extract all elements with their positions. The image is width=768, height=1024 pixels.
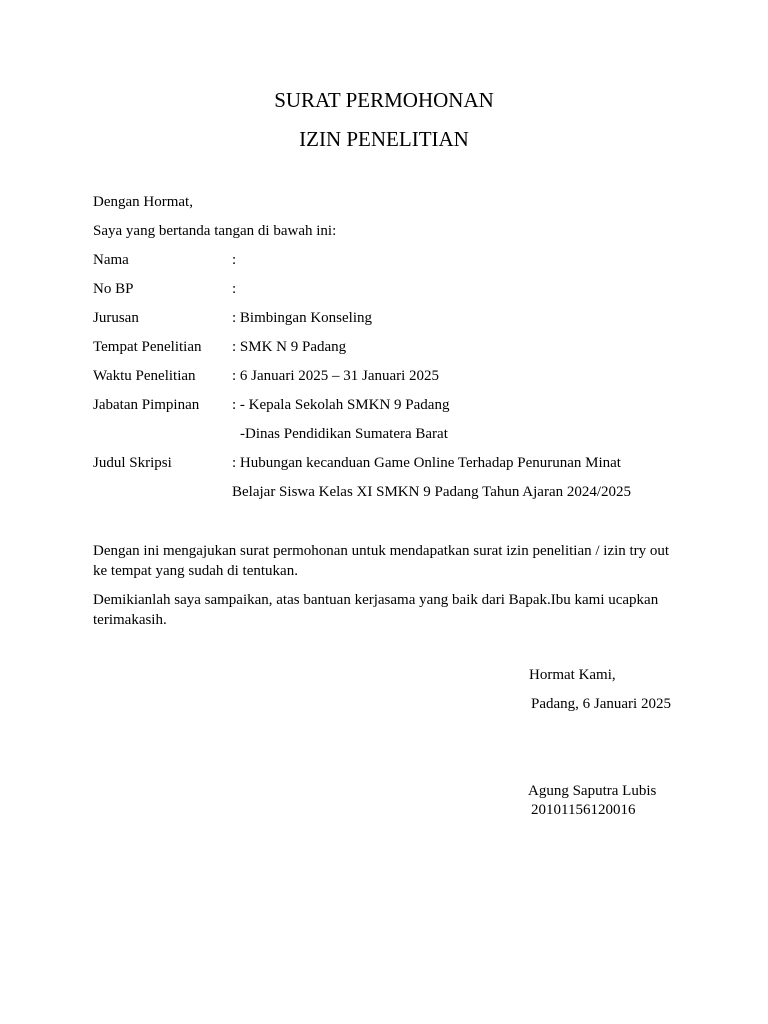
field-judul-label: Judul Skripsi xyxy=(93,455,172,471)
greeting: Dengan Hormat, xyxy=(93,194,193,210)
request-paragraph: Dengan ini mengajukan surat permohonan untuk mendapatkan surat izin penelitian / izin try out ke tempat yang sudah di tentukan. xyxy=(93,543,670,579)
signature-name: Agung Saputra Lubis xyxy=(528,783,657,799)
field-no-bp-label: No BP xyxy=(93,281,134,297)
field-nama-value: : xyxy=(232,252,237,268)
field-judul-value-line-1: : Hubungan kecanduan Game Online Terhadap Penurunan Minat xyxy=(232,455,621,471)
signature-id: 20101156120016 xyxy=(531,802,636,818)
field-no-bp-value: : xyxy=(232,281,237,297)
field-jabatan-value-line-2: -Dinas Pendidikan Sumatera Barat xyxy=(240,426,448,442)
closing-paragraph: Demikianlah saya sampaikan, atas bantuan kerjasama yang baik dari Bapak.Ibu kami ucapkan terimakasih. xyxy=(93,592,659,628)
field-jurusan-value: : Bimbingan Konseling xyxy=(232,310,372,326)
field-tempat-value: : SMK N 9 Padang xyxy=(232,339,347,355)
intro-text: Saya yang bertanda tangan di bawah ini: xyxy=(93,223,337,239)
letter-title-line-2: IZIN PENELITIAN xyxy=(299,127,469,151)
signature-place-date: Padang, 6 Januari 2025 xyxy=(531,696,671,712)
field-jabatan-value-line-1: : - Kepala Sekolah SMKN 9 Padang xyxy=(232,397,450,413)
field-waktu-value: : 6 Januari 2025 – 31 Januari 2025 xyxy=(232,368,440,384)
letter-title-line-1: SURAT PERMOHONAN xyxy=(274,88,494,112)
signature-salutation: Hormat Kami, xyxy=(529,667,616,683)
field-judul-value-line-2: Belajar Siswa Kelas XI SMKN 9 Padang Tahun Ajaran 2024/2025 xyxy=(232,484,632,500)
field-nama-label: Nama xyxy=(93,252,129,268)
field-jurusan-label: Jurusan xyxy=(93,310,139,326)
field-tempat-label: Tempat Penelitian xyxy=(93,339,202,355)
field-jabatan-label: Jabatan Pimpinan xyxy=(93,397,200,413)
field-waktu-label: Waktu Penelitian xyxy=(93,368,196,384)
